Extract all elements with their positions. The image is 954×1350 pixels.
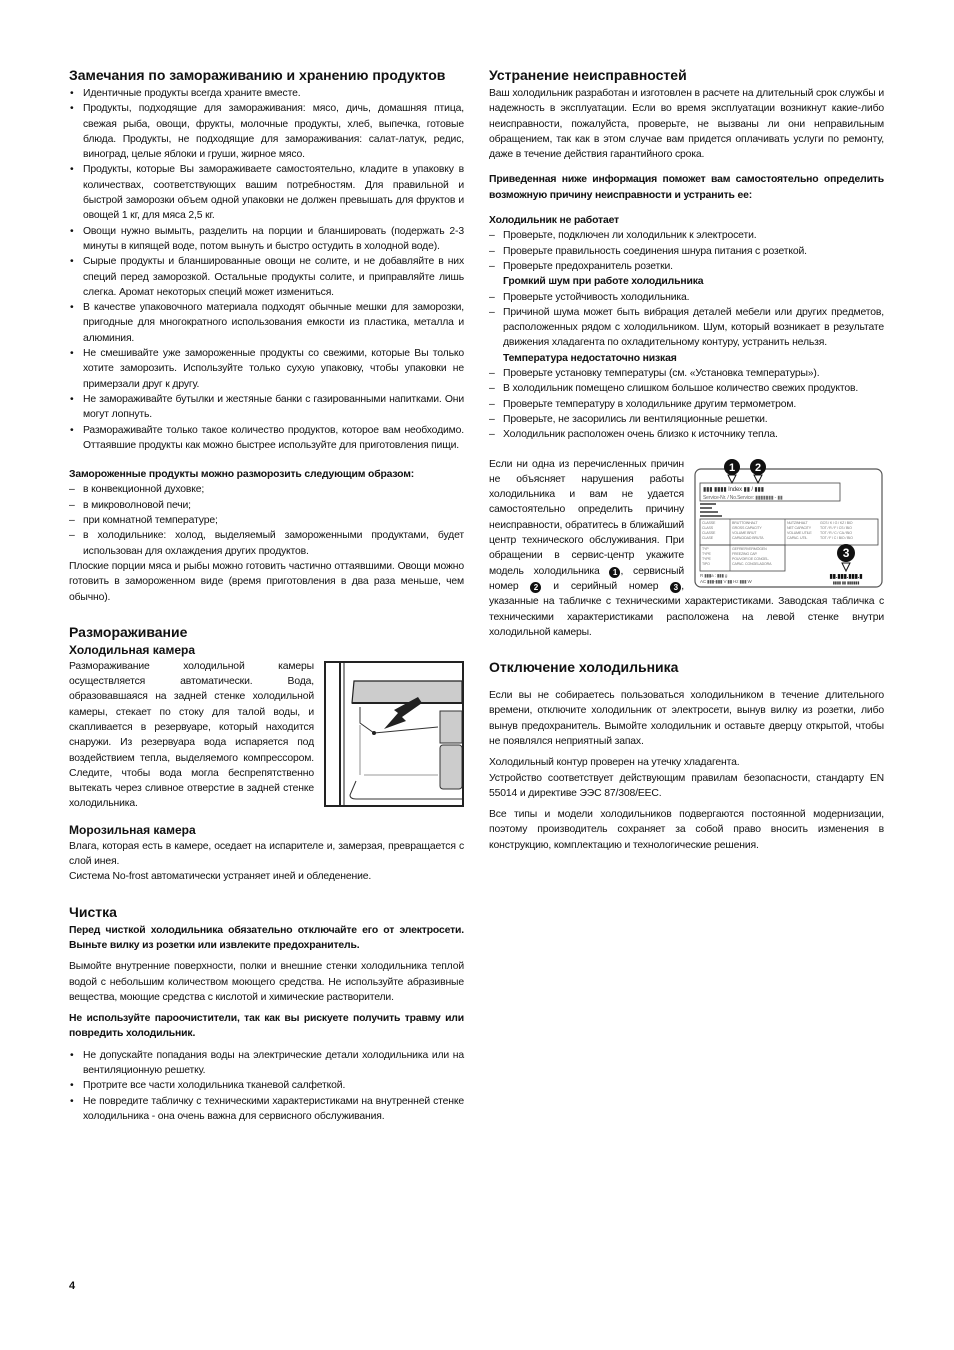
thaw-note: Плоские порции мяса и рыбы можно готовить частично оттаявшими. Овощи можно готовить в замороженном виде (время приготовления в два раза меньше, чем обычно). [69, 560, 464, 603]
svg-text:CAPACIDAD BRUTA: CAPACIDAD BRUTA [732, 535, 764, 540]
badge-1-icon: 1 [609, 567, 620, 578]
list-item: – Проверьте, подключен ли холодильник к электросети. [489, 228, 884, 243]
rating-plate-illustration [694, 459, 884, 589]
list-item: – Проверьте предохранитель розетки. [489, 259, 884, 274]
svg-text:CLASSE: CLASSE [702, 520, 716, 525]
fridge-compartment-subtitle: Холодильная камера [69, 642, 195, 657]
svg-text:TYP: TYP [702, 546, 709, 551]
thaw-heading: Замороженные продукты можно разморозить следующим образом: [69, 469, 415, 481]
svg-text:AC ▮▮▮-▮▮▮ V ▮▮ Hz ▮▮▮ W: AC ▮▮▮-▮▮▮ V ▮▮ Hz ▮▮▮ W [700, 578, 752, 584]
defrost-title: Размораживание [69, 623, 188, 640]
svg-text:VOLUME UTILE: VOLUME UTILE [787, 530, 812, 535]
defrost-drain-illustration [324, 661, 464, 807]
left-column [69, 66, 464, 1124]
right-column [489, 66, 884, 853]
svg-text:CLASSE: CLASSE [702, 530, 716, 535]
freezer-text-2: Система No-frost автоматически устраняет иней и обледенение. [69, 871, 372, 883]
list-item: • В качестве упаковочного материала подходят обычные мешки для заморозки, пригодные для многократного использования емкости из пластика, металла и алюминия. [69, 300, 464, 346]
switch-off-text-1: Если вы не собираетесь пользоваться холодильником в течение длительного времени, отключите холодильник от электросети, вынув вилку из розетки, либо вынув предохранитель. Вымойте холодильник и оставьте дверцу открытой, чтобы не появлялся неприятный запах. [489, 690, 884, 747]
freezing-notes-list [69, 86, 464, 453]
svg-text:GROSS CAPACITY: GROSS CAPACITY [732, 525, 762, 530]
list-item: • Протрите все части холодильника тканевой салфеткой. [69, 1078, 464, 1093]
svg-text:POUVOIR DE CONGEL.: POUVOIR DE CONGEL. [732, 556, 770, 561]
list-item: – в конвекционной духовке; [69, 482, 464, 497]
cleaning-warning-steam: Не используйте пароочистители, так как вы рискуете получить травму или повредить холодильник. [69, 1013, 464, 1040]
group-heading-not-working: Холодильник не работает [489, 215, 619, 227]
troubleshooting-lead: Приведенная ниже информация поможет вам самостоятельно определить возможную причину неисправности и устранить ее: [489, 174, 884, 201]
cleaning-warning-unplug: Перед чисткой холодильника обязательно отключайте его от электросети. Выньте вилку из розетки или извлеките предохранитель. [69, 924, 464, 951]
list-item: – Холодильник расположен очень близко к источнику тепла. [489, 427, 884, 442]
list-item: – Проверьте правильность соединения шнура питания с розеткой. [489, 244, 884, 259]
svg-text:FREEZING CAP.: FREEZING CAP. [732, 551, 758, 556]
freezing-notes-title: Замечания по замораживанию и хранению продуктов [69, 67, 446, 83]
svg-text:CAPAC. UTIL: CAPAC. UTIL [787, 535, 808, 540]
svg-text:VOLUME BRUT: VOLUME BRUT [732, 530, 757, 535]
freezer-compartment-subtitle: Морозильная камера [69, 822, 196, 837]
switch-off-text-2: Холодильный контур проверен на утечку хладагента. [489, 757, 740, 769]
svg-text:TOT / F / C / BIO / BIO: TOT / F / C / BIO / BIO [820, 535, 853, 540]
cleaning-title: Чистка [69, 903, 117, 920]
svg-text:2: 2 [755, 461, 761, 474]
svg-text:TOT / R / C / CA / BIO: TOT / R / C / CA / BIO [820, 530, 852, 535]
thaw-methods-list [69, 482, 464, 558]
svg-text:CLASE: CLASE [702, 535, 714, 540]
svg-text:GCS / K / G / KZ / BIO: GCS / K / G / KZ / BIO [820, 520, 853, 525]
fridge-defrost-text: Размораживание холодильной камеры осуществляется автоматически. Вода, образовавшаяся на задней стенке холодильной камеры, стекает по стоку для талой воды, и скапливается в резервуаре, который находится снаружи. Из резервуара вода испаряется под воздействием тепла, выделяемого компрессором. Следите, чтобы вода могла беспрепятственно вытекать через сливное отверстие в задней стенке холодильника. [69, 660, 314, 810]
list-item: • Размораживайте только такое количество продуктов, которое вам необходимо. Оттаявшие продукты как можно быстрее используйте для приготовления пищи. [69, 423, 464, 454]
list-item: • Продукты, которые Вы замораживаете самостоятельно, кладите в упаковку в количествах, соответствующих вашим потребностям. Для правильной и быстрой заморозки объем одной упаковки не должен превышать для фруктов и овощей 1 кг, для мяса 2,5 кг. [69, 162, 464, 223]
svg-text:▮▮.▮▮▮.▮▮▮.▮: ▮▮.▮▮▮.▮▮▮.▮ [829, 573, 863, 580]
freezer-text-1: Влага, которая есть в камере, оседает на испарителе и, замерзая, превращается с слой инея. [69, 840, 464, 868]
group-heading-temperature: Температура недостаточно низкая [503, 352, 677, 364]
cleaning-text: Вымойте внутренние поверхности, полки и внешние стенки холодильника теплой водой с небольшим количеством моющего средства. Не используйте абразивные вещества, моющие средства с кислотой и химические растворители. [69, 961, 464, 1003]
list-item: • Сырые продукты и бланшированные овощи не солите, и не добавляйте в них специй перед заморозкой. Остальные продукты солите, и приправляйте лишь слегка. Аромат некоторых специй может измениться. [69, 254, 464, 300]
list-item: – В холодильник помещено слишком большое количество свежих продуктов. [489, 381, 884, 396]
svg-text:Service-Nr. / No.Service: ▮▮▮▮: Service-Nr. / No.Service: ▮▮▮▮▮▮▮ - ▮▮ [703, 494, 783, 501]
list-item: • Идентичные продукты всегда храните вместе. [69, 86, 464, 101]
list-item: • Продукты, подходящие для замораживания: мясо, дичь, домашняя птица, свежая рыба, овощи, фрукты, молочные продукты, хлеб, выпечка, готовые блюда. Продукты, не подходящие для замораживания: салат-латук, редис, виноград, целые яблоки и груши, жирное мясо. [69, 101, 464, 162]
list-item: • Не повредите табличку с техническими характеристиками на внутренней стенке холодильника - она очень важна для сервисного обслуживания. [69, 1094, 464, 1125]
svg-text:▮▮▮▮ ▮▮ ▮▮▮▮▮▮: ▮▮▮▮ ▮▮ ▮▮▮▮▮▮ [832, 579, 860, 585]
troubleshooting-intro: Ваш холодильник разработан и изготовлен в расчете на длительный срок службы и надежность в эксплуатации. Если во время эксплуатации возникнут какие-либо неисправности, пожалуйста, проверьте, не вызваны ли они неправильным обращением, так как в этом случае вам придется оплачивать услуги по ремонту, даже в течение действия гарантийного срока. [489, 88, 884, 161]
svg-text:1: 1 [729, 461, 735, 474]
service-center-text: Если ни одна из перечисленных причин не объясняет нарушения работы холодильника и вам не удается самостоятельно определить причину неисправности, обратитесь в ближайший центр технического обслуживания. При обращении в сервис-центр укажите модель холодильника 1 , сервисный номер 2 и серийный номер 3 , указанные на табличке с техническими характеристиками. Заводская табличка с техническими характеристиками расположена на левой стенке внутри холодильной камеры. [489, 458, 884, 638]
svg-text:BRUTTOINHALT: BRUTTOINHALT [732, 520, 758, 525]
list-item: – Проверьте устойчивость холодильника. [489, 290, 884, 305]
list-item: – Причиной шума может быть вибрация деталей мебели или других предметов, расположенных рядом с холодильником. Шум, который возникает в результате движения хладагента по охладительному контуру, устранить нельзя. [489, 305, 884, 351]
cleaning-list [69, 1048, 464, 1124]
svg-text:NET CAPACITY: NET CAPACITY [787, 525, 812, 530]
troubleshooting-list [489, 228, 884, 442]
svg-text:GEFRIERVERMÖGEN: GEFRIERVERMÖGEN [732, 546, 767, 551]
svg-text:TYPE: TYPE [702, 556, 711, 561]
troubleshooting-title: Устранение неисправностей [489, 67, 687, 83]
list-item: – в холодильнике: холод, выделяемый замороженными продуктами, будет использован для охлаждения других продуктов. [69, 528, 464, 559]
list-item: • Не замораживайте бутылки и жестяные банки с газированными напитками. Они могут лопнуть. [69, 392, 464, 423]
svg-text:3: 3 [842, 545, 850, 560]
svg-text:CLASS: CLASS [702, 525, 714, 530]
list-item: – при комнатной температуре; [69, 513, 464, 528]
svg-text:TIPO: TIPO [702, 561, 710, 566]
list-item: – Проверьте температуру в холодильнике другим термометром. [489, 397, 884, 412]
badge-2-icon: 2 [530, 582, 541, 593]
list-item: – Проверьте установку температуры (см. «Установка температуры»). [489, 366, 884, 381]
svg-text:▮▮▮ ▮▮▮▮ Index ▮▮ / ▮▮▮: ▮▮▮ ▮▮▮▮ Index ▮▮ / ▮▮▮ [703, 486, 764, 493]
svg-text:NUTZINHALT: NUTZINHALT [787, 520, 808, 525]
list-item: – в микроволновой печи; [69, 498, 464, 513]
list-item: – Проверьте, не засорились ли вентиляционные решетки. [489, 412, 884, 427]
svg-text:CAPAC. CONGELADORA: CAPAC. CONGELADORA [732, 561, 772, 566]
switch-off-title: Отключение холодильника [489, 659, 679, 676]
drain-arrow-icon [326, 663, 462, 805]
list-item: • Овощи нужно вымыть, разделить на порции и бланшировать (подержать 2-3 минуты в кипящей воде, потом вынуть и быстро остудить в холодной воде). [69, 224, 464, 255]
switch-off-text-3: Устройство соответствует действующим правилам безопасности, стандарту EN 55014 и директиве ЭЭС 87/308/EEC. [489, 772, 884, 799]
svg-text:TOT / R / F / CS / BIO: TOT / R / F / CS / BIO [820, 525, 852, 530]
list-item: • Не смешивайте уже замороженные продукты со свежими, которые Вы только хотите заморозить. Используйте только сухую упаковку, чтобы упаковки не примерзали друг к другу. [69, 346, 464, 392]
page-number: 4 [69, 1280, 76, 1292]
svg-text:R ▮▮▮a : ▮▮▮ g: R ▮▮▮a : ▮▮▮ g [700, 572, 728, 578]
switch-off-text-4: Все типы и модели холодильников подвергаются постоянной модернизации, поэтому производитель сохраняет за собой право вносить изменения в конструкцию, комплектацию и технологические решения. [489, 809, 884, 851]
badge-3-icon: 3 [670, 582, 681, 593]
group-heading-noise: Громкий шум при работе холодильника [503, 276, 704, 288]
svg-text:TYPE: TYPE [702, 551, 711, 556]
list-item: • Не допускайте попадания воды на электрические детали холодильника или на вентиляционную решетку. [69, 1048, 464, 1079]
